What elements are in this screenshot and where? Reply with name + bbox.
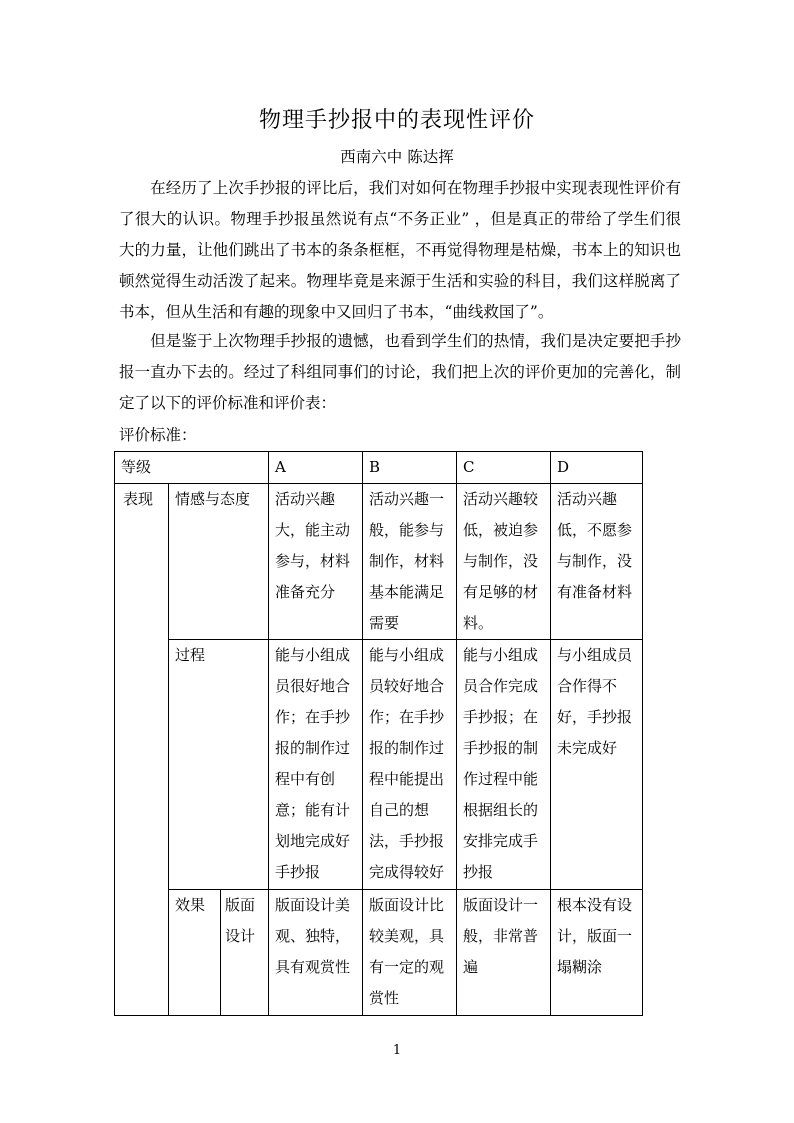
cell-process-b: 能与小组成员较好地合作；在手抄报的制作过程中能提出自己的想法，手抄报完成得较好 [363, 640, 457, 890]
cell-process-c: 能与小组成员合作完成手抄报；在手抄报的制作过程中能根据组长的安排完成手抄报 [457, 640, 551, 890]
cell-effect-d: 根本没有设计，版面一塌糊涂 [551, 890, 643, 1016]
header-a: A [269, 452, 363, 484]
header-d: D [551, 452, 643, 484]
cell-effect-b: 版面设计比较美观，具有一定的观赏性 [363, 890, 457, 1016]
paragraph-1-text: 在经历了上次手抄报的评比后，我们对如何在物理手抄报中实现表现性评价有了很大的认识。物理手抄报虽然说有点“不务正业” ，但是真正的带给了学生们很大的力量，让他们跳出了书本的条条框框，不再觉得物理是枯燥，书本上的知识也顿然觉得生动活泼了起来。物理毕竟是来源于生活和实验的科目，我们这样脱离了书本，但从生活和有趣的现象中又回归了书本，“曲线救国了”。 [119, 179, 681, 321]
row-sublabel-layout: 版面设计 [221, 890, 269, 1016]
table-row-process [115, 640, 643, 890]
row-label-emotion: 情感与态度 [169, 484, 269, 640]
table-row-effect [115, 890, 643, 1016]
header-b: B [363, 452, 457, 484]
header-c: C [457, 452, 551, 484]
paragraph-2 [119, 326, 681, 419]
cell-emotion-c: 活动兴趣较低，被迫参与制作，没有足够的材料。 [457, 484, 551, 640]
cell-emotion-d: 活动兴趣低，不愿参与制作，没有准备材料 [551, 484, 643, 640]
table-header-row [115, 452, 643, 484]
row-label-process: 过程 [169, 640, 269, 890]
category-cell: 表现 [115, 484, 169, 1016]
document-title: 物理手抄报中的表现性评价 [258, 108, 535, 133]
table-row-emotion [115, 484, 643, 640]
cell-process-d: 与小组成员合作得不好，手抄报未完成好 [551, 640, 643, 890]
cell-effect-c: 版面设计一般，非常普遍 [457, 890, 551, 1016]
paragraph-2-text: 但是鉴于上次物理手抄报的遗憾，也看到学生们的热情，我们是决定要把手抄报一直办下去的。经过了科组同事们的讨论，我们把上次的评价更加的完善化，制定了以下的评价标准和评价表： [119, 332, 681, 412]
paragraph-1 [119, 173, 681, 328]
evaluation-table [114, 451, 643, 1016]
row-label-effect: 效果 [169, 890, 221, 1016]
cell-effect-a: 版面设计美观、独特，具有观赏性 [269, 890, 363, 1016]
cell-emotion-a: 活动兴趣大，能主动参与，材料准备充分 [269, 484, 363, 640]
author-line: 西南六中 陈达挥 [340, 148, 454, 166]
header-grade: 等级 [115, 452, 269, 484]
cell-process-a: 能与小组成员很好地合作；在手抄报的制作过程中有创意；能有计划地完成好手抄报 [269, 640, 363, 890]
page-number: 1 [392, 1043, 402, 1058]
cell-emotion-b: 活动兴趣一般，能参与制作，材料基本能满足需要 [363, 484, 457, 640]
table-label: 评价标准： [119, 426, 197, 444]
